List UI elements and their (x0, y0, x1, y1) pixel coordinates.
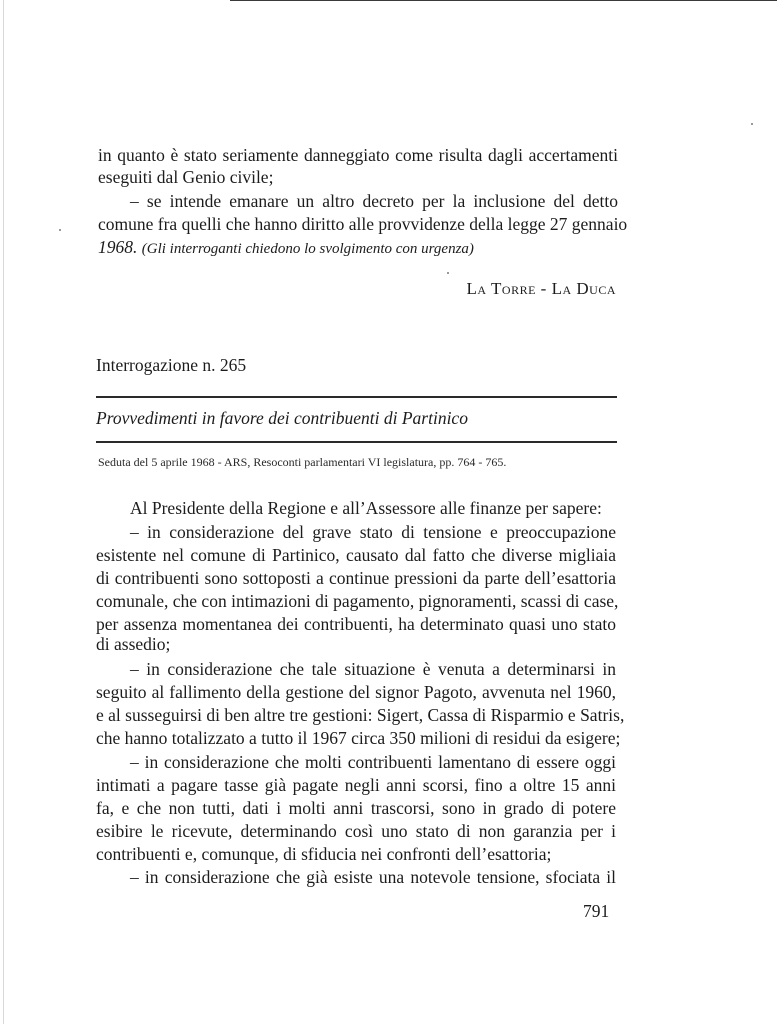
body-line-5: comunale, che con intimazioni di pagamento, pignoramenti, scassi di case, (96, 591, 619, 611)
rule-below-subject (96, 441, 617, 443)
body-line-13: intimati a pagare tasse già pagate negli anni scorsi, fino a oltre 15 anni (96, 775, 616, 795)
rule-above-subject (96, 396, 617, 398)
body-line-10: e al susseguirsi di ben altre tre gestioni: Sigert, Cassa di Risparmio e Satris, (96, 705, 625, 725)
intro-line-3: – se intende emanare un altro decreto per la inclusione del detto (130, 191, 618, 211)
subject-title: Provvedimenti in favore dei contribuenti di Partinico (96, 408, 468, 428)
body-line-6: per assenza momentanea dei contribuenti, ha determinato quasi uno stato (96, 614, 616, 634)
body-line-1: Al Presidente della Regione e all’Assessore alle finanze per sapere: (130, 498, 602, 518)
page-top-border (230, 0, 777, 1)
signature: La Torre - La Duca (466, 279, 616, 298)
body-line-7: di assedio; (96, 634, 171, 654)
source-citation: Seduta del 5 aprile 1968 - ARS, Resoconti parlamentari VI legislatura, pp. 764 - 765. (98, 455, 507, 469)
body-line-11: che hanno totalizzato a tutto il 1967 circa 350 milioni di residui da esigere; (96, 728, 621, 748)
scan-speck (447, 272, 449, 274)
intro-line-1: in quanto è stato seriamente danneggiato come risulta dagli accertamenti (98, 145, 618, 165)
body-line-4: di contribuenti sono sottoposti a continue pressioni da parte dell’esattoria (96, 568, 616, 588)
intro-year: 1968. (98, 237, 138, 257)
body-line-15: esibire le ricevute, determinando così uno stato di non garanzia per i (96, 821, 616, 841)
page-number: 791 (583, 901, 610, 921)
intro-line-5 (98, 236, 618, 260)
scan-left-edge (3, 0, 4, 1024)
urgency-request: (Gli interroganti chiedono lo svolgimento con urgenza) (141, 241, 474, 257)
intro-line-4: comune fra quelli che hanno diritto alle provvidenze della legge 27 gennaio (98, 214, 628, 234)
body-line-2: – in considerazione del grave stato di tensione e preoccupazione (130, 522, 616, 542)
body-line-9: seguito al fallimento della gestione del signor Pagoto, avvenuta nel 1960, (96, 682, 616, 702)
body-line-17: – in considerazione che già esiste una notevole tensione, sfociata il (130, 867, 616, 887)
body-line-14: fa, e che non tutti, dati i molti anni trascorsi, sono in grado di potere (96, 798, 616, 818)
scan-speck (59, 229, 61, 231)
body-line-8: – in considerazione che tale situazione è venuta a determinarsi in (130, 659, 616, 679)
scan-speck (751, 123, 753, 125)
body-line-16: contribuenti e, comunque, di sfiducia nei confronti dell’esattoria; (96, 844, 552, 864)
intro-line-2: eseguiti dal Genio civile; (98, 167, 274, 187)
body-line-3: esistente nel comune di Partinico, causato dal fatto che diverse migliaia (96, 545, 616, 565)
body-line-12: – in considerazione che molti contribuenti lamentano di essere oggi (130, 752, 616, 772)
interrogation-heading: Interrogazione n. 265 (96, 355, 247, 375)
